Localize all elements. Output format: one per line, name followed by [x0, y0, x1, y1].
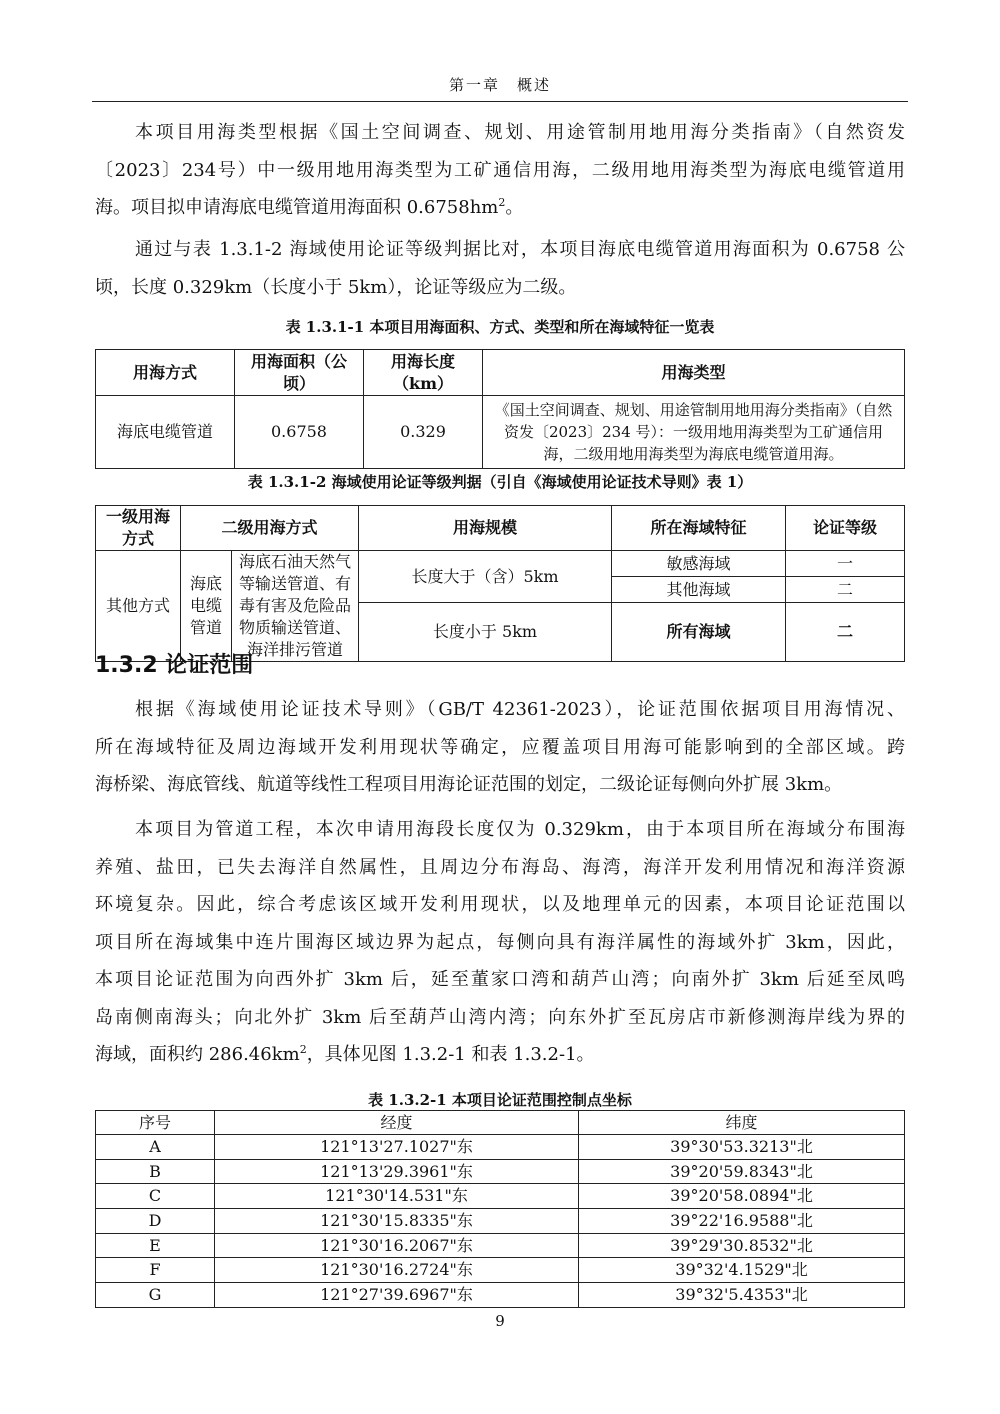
text-line: 本项目用海类型根据《国土空间调查、规划、用途管制用地用海分类指南》（自然资发	[135, 122, 905, 143]
td: 0.329	[364, 396, 483, 469]
td: 0.6758	[235, 396, 364, 469]
td: 39°30'53.3213"北	[579, 1135, 905, 1160]
td: 海底石油天然气等输送管道、有毒有害及危险品物质输送管道、海洋排污管道	[232, 551, 359, 662]
table1	[95, 349, 905, 469]
text: 海域，面积约 286.46km	[95, 1044, 300, 1065]
td: C	[96, 1184, 215, 1209]
td: 长度大于（含）5km	[359, 551, 612, 603]
text-line: 项目所在海域集中连片围海区域边界为起点，每侧向具有海洋属性的海域外扩 3km，因此，	[95, 931, 905, 953]
section-heading: 1.3.2 论证范围	[95, 653, 254, 678]
paragraph-3	[95, 691, 905, 804]
paragraph-1	[95, 114, 905, 227]
table-row	[96, 1135, 905, 1160]
text-line: 通过与表 1.3.1-2 海域使用论证等级判据比对，本项目海底电缆管道用海面积为 0.6758 公	[135, 239, 905, 260]
td: E	[96, 1233, 215, 1258]
text: 。	[505, 197, 524, 218]
paragraph-2	[95, 231, 905, 306]
th: 用海方式	[96, 350, 235, 396]
td: 一	[786, 551, 905, 577]
td: 海底电缆管道	[181, 551, 232, 662]
table-row	[96, 1233, 905, 1258]
table3-caption: 表 1.3.2-1 本项目论证范围控制点坐标	[368, 1091, 632, 1109]
table-row	[96, 1184, 905, 1209]
text: ，具体见图 1.3.2-1 和表 1.3.2-1。	[306, 1044, 595, 1065]
table-row	[96, 1209, 905, 1234]
td: 其他方式	[96, 551, 181, 662]
text-line: 养殖、盐田，已失去海洋自然属性，且周边分布海岛、海湾，海洋开发利用情况和海洋资源	[95, 856, 905, 878]
td: D	[96, 1209, 215, 1234]
td: 39°20'58.0894"北	[579, 1184, 905, 1209]
td: 39°20'59.8343"北	[579, 1159, 905, 1184]
text-line	[95, 189, 905, 227]
td: G	[96, 1283, 215, 1308]
td: B	[96, 1159, 215, 1184]
th: 经度	[215, 1111, 579, 1135]
table-row	[96, 1283, 905, 1308]
th: 序号	[96, 1111, 215, 1135]
th: 用海长度（km）	[364, 350, 483, 396]
td: 121°27'39.6967"东	[215, 1283, 579, 1308]
text-line: 岛南侧南海头；向北外扩 3km 后至葫芦山湾内湾；向东外扩至瓦房店市新修测海岸线为界的	[95, 1006, 905, 1028]
page-header: 第一章 概述	[92, 74, 908, 102]
text-line: 环境复杂。因此，综合考虑该区域开发利用现状，以及地理单元的因素，本项目论证范围以	[95, 894, 905, 915]
th: 用海面积（公顷）	[235, 350, 364, 396]
td: 敏感海域	[612, 551, 786, 577]
th: 一级用海方式	[96, 506, 181, 551]
td: 121°30'16.2724"东	[215, 1258, 579, 1283]
page-number: 9	[495, 1312, 505, 1330]
td: 所有海域	[612, 603, 786, 662]
td: 长度小于 5km	[359, 603, 612, 662]
table-row	[96, 1159, 905, 1184]
text-line: 顷，长度 0.329km（长度小于 5km），论证等级应为二级。	[95, 276, 577, 298]
td: 39°29'30.8532"北	[579, 1233, 905, 1258]
text-line: 〔2023〕234号）中一级用地用海类型为工矿通信用海，二级用地用海类型为海底电缆管道用	[95, 159, 905, 181]
paragraph-4	[95, 811, 905, 1074]
th: 论证等级	[786, 506, 905, 551]
text-line: 本项目论证范围为向西外扩 3km 后，延至董家口湾和葫芦山湾；向南外扩 3km 后延至凤鸣	[95, 969, 905, 990]
th: 用海规模	[359, 506, 612, 551]
table2-caption: 表 1.3.1-2 海域使用论证等级判据（引自《海域使用论证技术导则》表 1）	[247, 473, 753, 491]
td: 121°30'15.8335"东	[215, 1209, 579, 1234]
td: 121°30'14.531"东	[215, 1184, 579, 1209]
td: 《国土空间调查、规划、用途管制用地用海分类指南》（自然资发〔2023〕234 号）：一级用地用海类型为工矿通信用海，二级用地用海类型为海底电缆管道用海。	[483, 396, 905, 469]
table-row	[96, 1258, 905, 1283]
td: 121°13'29.3961"东	[215, 1159, 579, 1184]
table3	[95, 1110, 905, 1308]
table1-caption: 表 1.3.1-1 本项目用海面积、方式、类型和所在海域特征一览表	[285, 318, 715, 336]
text-line: 海桥梁、海底管线、航道等线性工程项目用海论证范围的划定，二级论证每侧向外扩展 3km。	[95, 774, 843, 795]
td: 海底电缆管道	[96, 396, 235, 469]
text-line: 本项目为管道工程，本次申请用海段长度仅为 0.329km，由于本项目所在海域分布围海	[135, 819, 905, 840]
superscript: 2	[498, 196, 506, 209]
text-line: 所在海域特征及周边海域开发利用现状等确定，应覆盖项目用海可能影响到的全部区域。跨	[95, 736, 905, 758]
td: 121°30'16.2067"东	[215, 1233, 579, 1258]
superscript: 2	[299, 1043, 307, 1056]
td: 121°13'27.1027"东	[215, 1135, 579, 1160]
th: 所在海域特征	[612, 506, 786, 551]
td: 二	[786, 603, 905, 662]
th: 纬度	[579, 1111, 905, 1135]
td: 二	[786, 577, 905, 603]
text-line	[95, 1036, 905, 1074]
td: 其他海域	[612, 577, 786, 603]
text-line: 根据《海域使用论证技术导则》（GB/T 42361-2023），论证范围依据项目用海情况、	[135, 699, 905, 720]
td: 39°32'4.1529"北	[579, 1258, 905, 1283]
td: 39°22'16.9588"北	[579, 1209, 905, 1234]
text: 海。项目拟申请海底电缆管道用海面积 0.6758hm	[95, 197, 499, 218]
th: 二级用海方式	[181, 506, 359, 551]
td: F	[96, 1258, 215, 1283]
td: A	[96, 1135, 215, 1160]
td: 39°32'5.4353"北	[579, 1283, 905, 1308]
th: 用海类型	[483, 350, 905, 396]
table2	[95, 505, 905, 662]
